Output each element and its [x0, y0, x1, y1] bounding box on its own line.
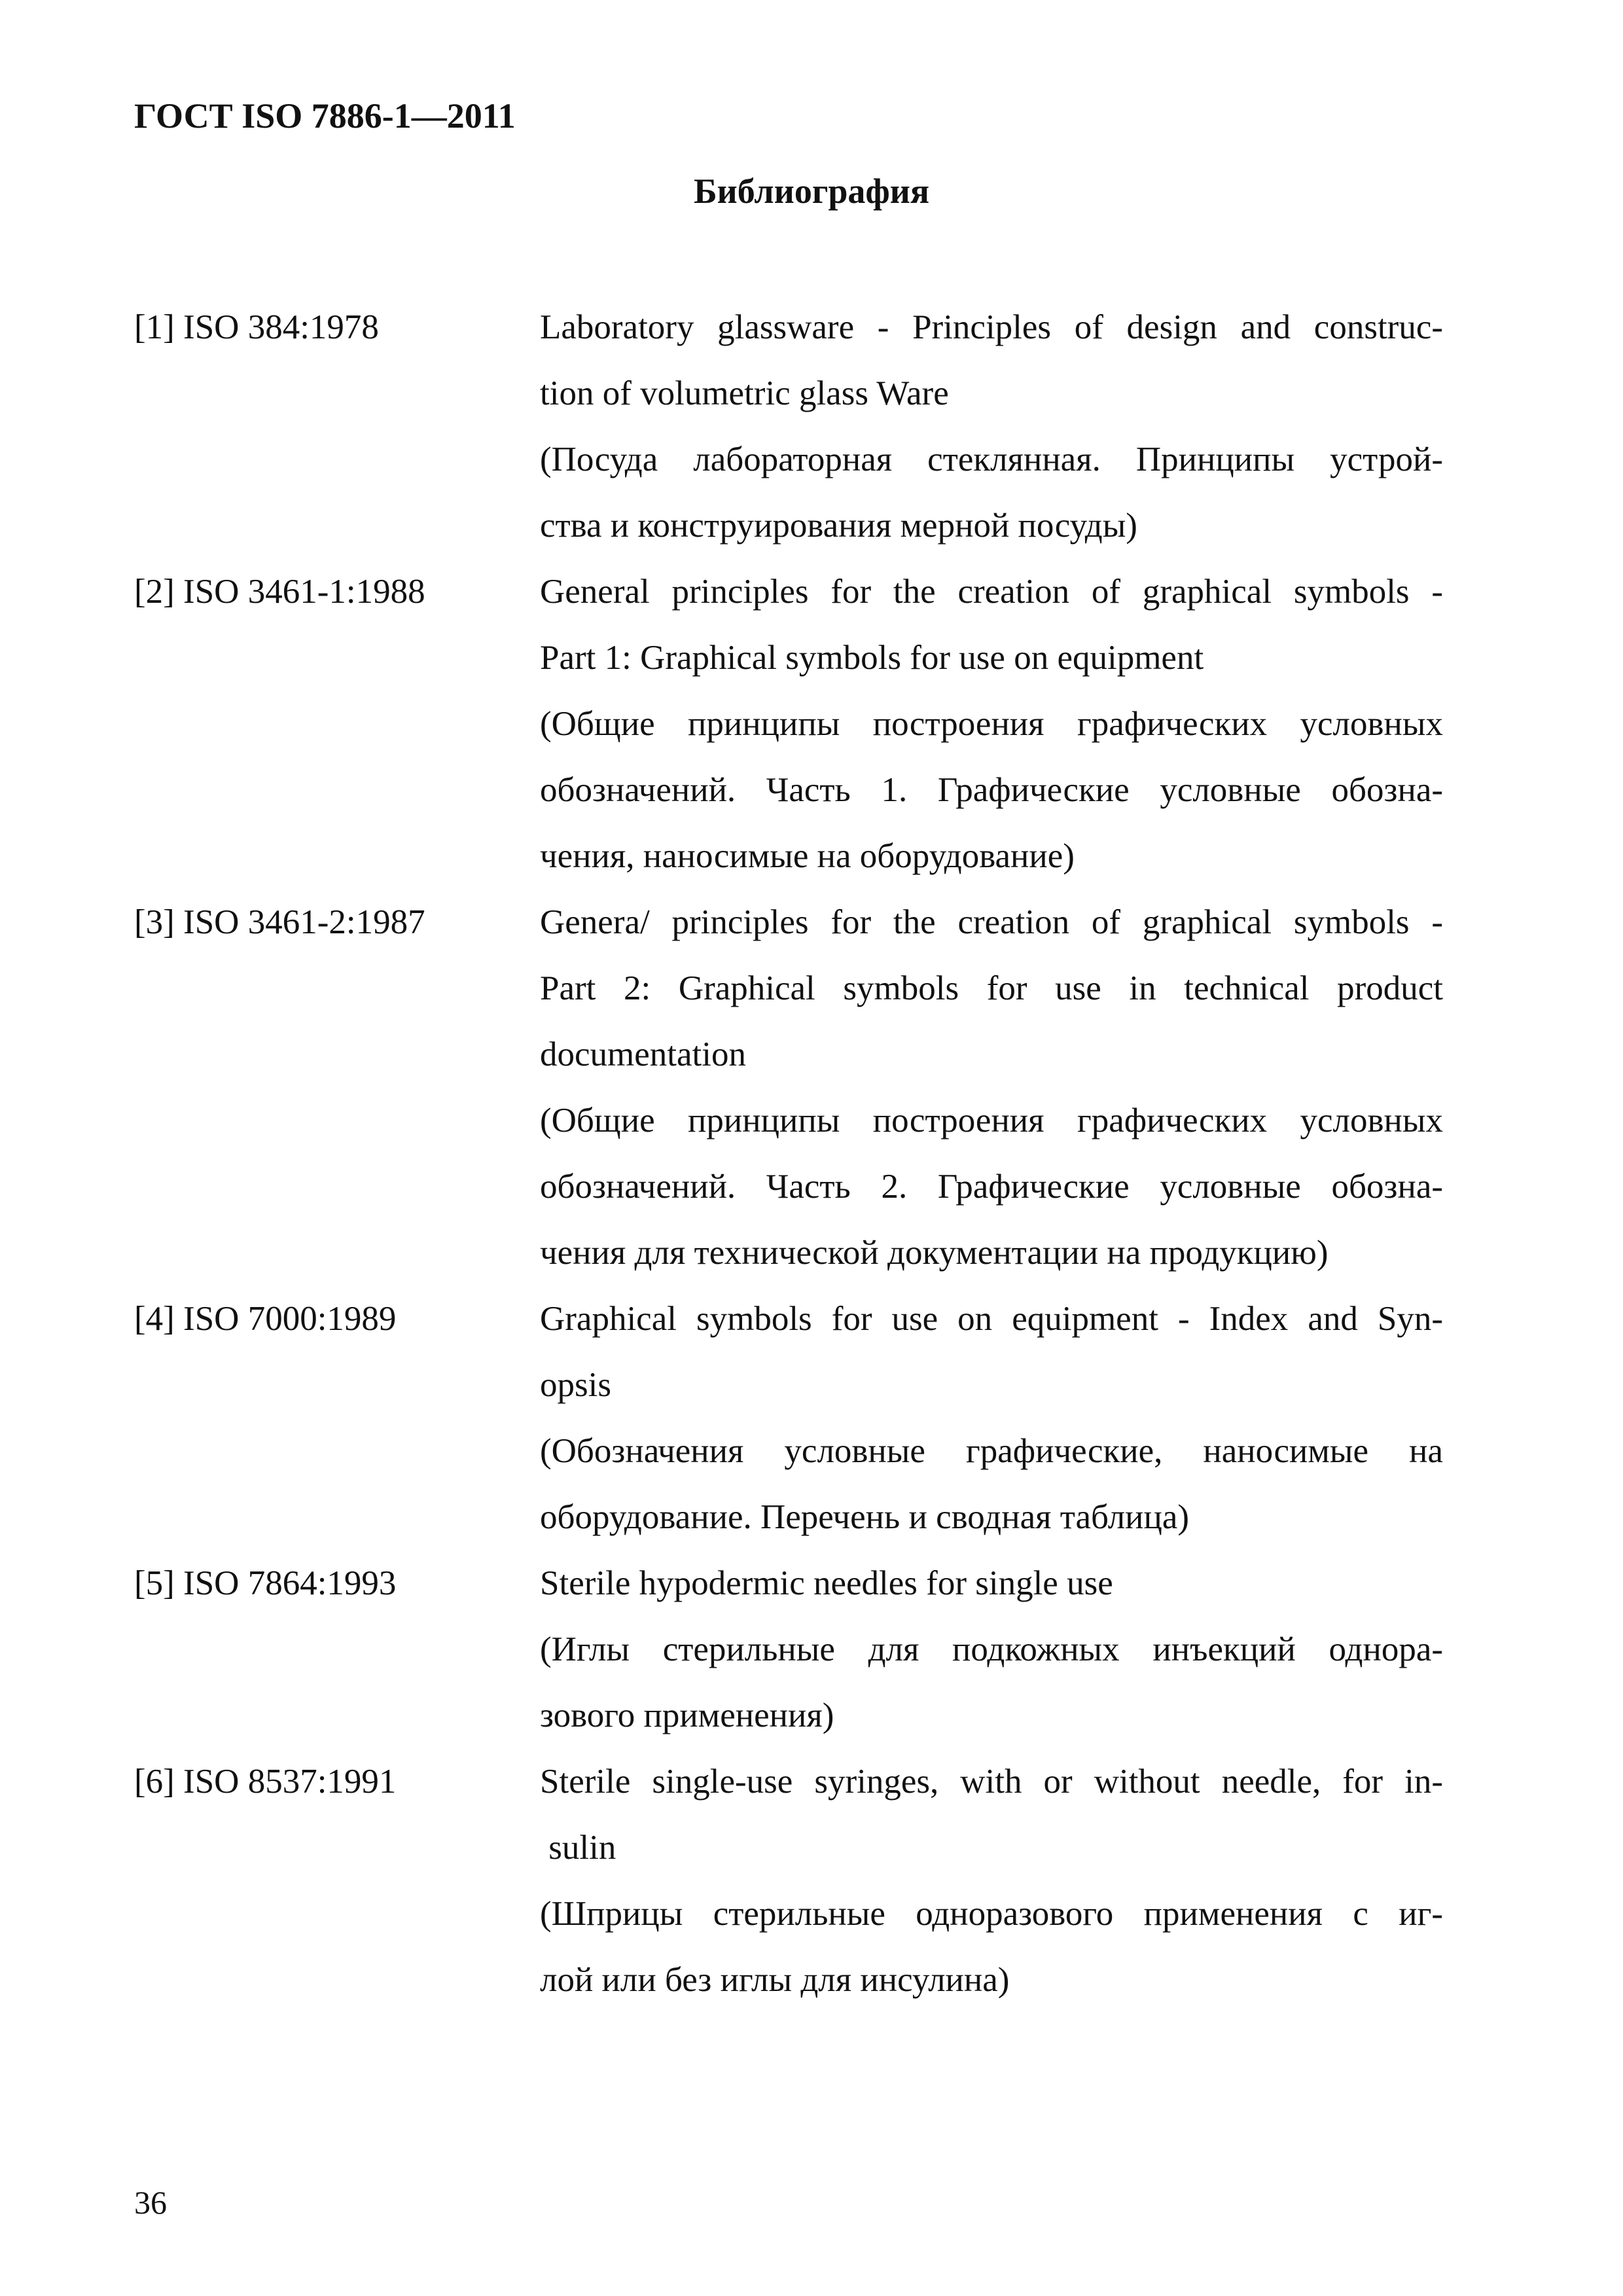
reference-body — [540, 1551, 1443, 1749]
text-line: tion of volumetric glass Ware — [540, 374, 949, 412]
text-line: обозначений. Часть 1. Графические условные обозна- — [540, 771, 1443, 809]
text-line: (Общие принципы построения графических условных — [540, 1102, 1443, 1139]
text-line: sulin — [540, 1829, 616, 1867]
reference-entry — [134, 1286, 1443, 1551]
reference-title — [540, 295, 1443, 427]
bibliography-list — [134, 295, 1443, 2013]
reference-id: [2] ISO 3461-1:1988 — [134, 573, 425, 611]
page-number: 36 — [134, 2184, 167, 2221]
text-line: Laboratory glassware - Principles of design and construc- — [540, 308, 1443, 346]
reference-id: [1] ISO 384:1978 — [134, 308, 379, 346]
text-line: Part 2: Graphical symbols for use in technical product — [540, 969, 1443, 1007]
text-line: чения для технической документации на продукцию) — [540, 1234, 1329, 1272]
standard-designation: ГОСТ ISO 7886-1—2011 — [134, 96, 516, 135]
text-line: оборудование. Перечень и сводная таблица) — [540, 1498, 1190, 1536]
reference-entry — [134, 889, 1443, 1286]
text-line: (Общие принципы построения графических условных — [540, 705, 1443, 743]
text-line: (Шприцы стерильные одноразового применения с иг- — [540, 1895, 1443, 1933]
text-line: Sterile hypodermic needles for single use — [540, 1564, 1113, 1602]
reference-body — [540, 1286, 1443, 1551]
text-line: Sterile single-use syringes, with or without needle, for in- — [540, 1763, 1443, 1801]
text-line: General principles for the creation of graphical symbols - — [540, 573, 1443, 611]
reference-translation — [540, 691, 1443, 889]
reference-id: [5] ISO 7864:1993 — [134, 1564, 397, 1602]
reference-title — [540, 1551, 1443, 1617]
reference-translation — [540, 1617, 1443, 1749]
reference-translation — [540, 1881, 1443, 2013]
text-line: зового применения) — [540, 1696, 834, 1734]
text-line: opsis — [540, 1366, 611, 1404]
reference-body — [540, 1749, 1443, 2013]
text-line: (Иглы стерильные для подкожных инъекций однора- — [540, 1630, 1443, 1668]
text-line: documentation — [540, 1035, 746, 1073]
reference-entry — [134, 1551, 1443, 1749]
reference-body — [540, 295, 1443, 559]
reference-id: [6] ISO 8537:1991 — [134, 1763, 397, 1801]
reference-entry — [134, 559, 1443, 889]
reference-translation — [540, 1088, 1443, 1286]
reference-id: [4] ISO 7000:1989 — [134, 1300, 397, 1338]
reference-title — [540, 1286, 1443, 1418]
reference-title — [540, 889, 1443, 1088]
text-line: Part 1: Graphical symbols for use on equipment — [540, 639, 1204, 677]
reference-translation — [540, 1418, 1443, 1551]
text-line: чения, наносимые на оборудование) — [540, 837, 1075, 875]
reference-title — [540, 1749, 1443, 1881]
text-line: лой или без иглы для инсулина) — [540, 1961, 1010, 1999]
text-line: (Обозначения условные графические, наносимые на — [540, 1432, 1443, 1470]
text-line: (Посуда лабораторная стеклянная. Принципы устрой- — [540, 440, 1443, 478]
page-title: Библиография — [693, 171, 930, 211]
reference-translation — [540, 427, 1443, 559]
reference-title — [540, 559, 1443, 691]
reference-body — [540, 559, 1443, 889]
text-line: Graphical symbols for use on equipment - Index and Syn- — [540, 1300, 1443, 1338]
reference-entry — [134, 295, 1443, 559]
reference-id: [3] ISO 3461-2:1987 — [134, 903, 425, 941]
reference-body — [540, 889, 1443, 1286]
text-line: обозначений. Часть 2. Графические условные обозна- — [540, 1168, 1443, 1206]
text-line: Genera/ principles for the creation of graphical symbols - — [540, 903, 1443, 941]
text-line: ства и конструирования мерной посуды) — [540, 507, 1137, 545]
reference-entry — [134, 1749, 1443, 2013]
